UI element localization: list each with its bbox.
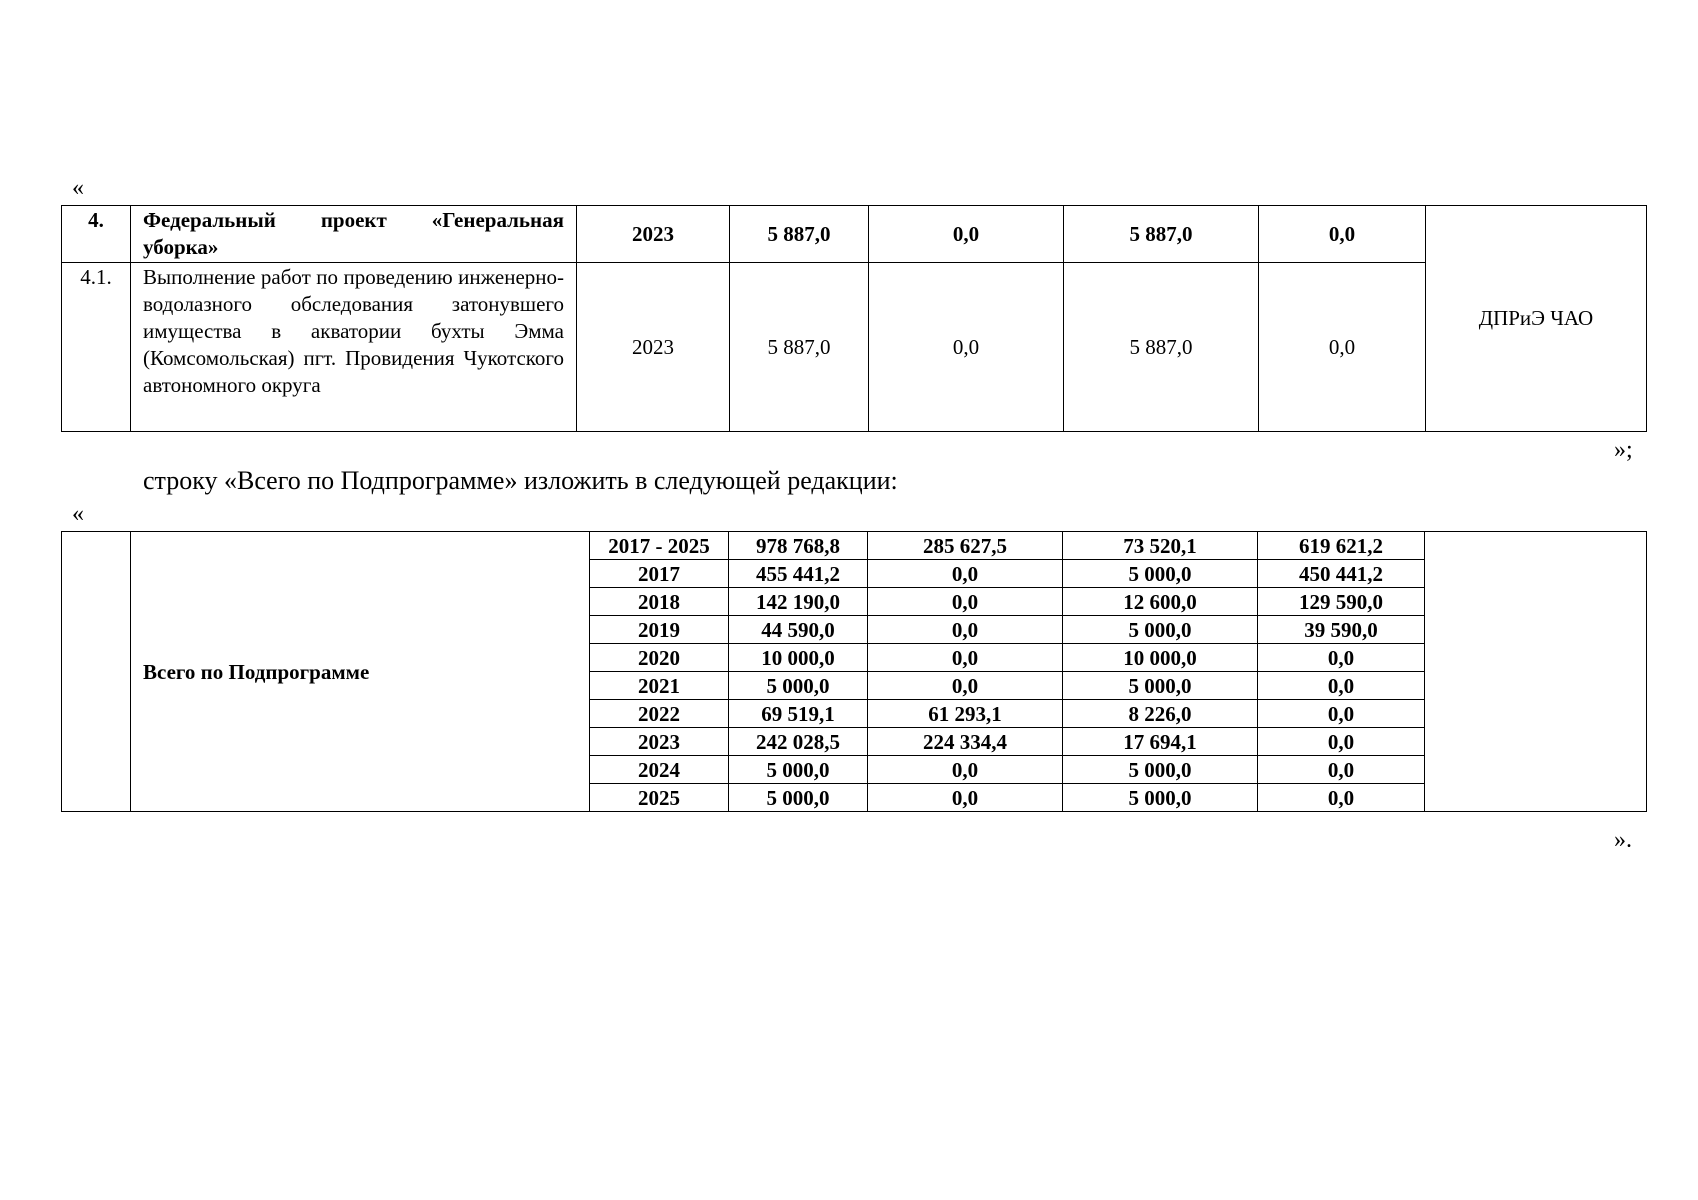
other-sources-cell: 0,0 [1258, 644, 1425, 672]
federal-budget-cell: 0,0 [868, 756, 1063, 784]
row-number: 4.1. [62, 263, 131, 432]
federal-budget-cell: 0,0 [868, 560, 1063, 588]
total-cell: 5 000,0 [729, 756, 868, 784]
okrug-budget-cell: 10 000,0 [1063, 644, 1258, 672]
other-sources-cell: 0,0 [1259, 206, 1426, 263]
federal-budget-cell: 224 334,4 [868, 728, 1063, 756]
subprogram-total-label: Всего по Подпрограмме [131, 532, 590, 812]
total-cell: 5 887,0 [730, 206, 869, 263]
federal-budget-cell: 0,0 [869, 263, 1064, 432]
federal-budget-cell: 61 293,1 [868, 700, 1063, 728]
okrug-budget-cell: 12 600,0 [1063, 588, 1258, 616]
total-cell: 5 000,0 [729, 784, 868, 812]
okrug-budget-cell: 5 000,0 [1063, 616, 1258, 644]
okrug-budget-cell: 5 000,0 [1063, 672, 1258, 700]
year-cell: 2017 - 2025 [590, 532, 729, 560]
year-cell: 2023 [590, 728, 729, 756]
other-sources-cell: 0,0 [1258, 700, 1425, 728]
year-cell: 2024 [590, 756, 729, 784]
other-sources-cell: 129 590,0 [1258, 588, 1425, 616]
other-sources-cell: 0,0 [1258, 784, 1425, 812]
open-quote-mark: « [72, 175, 84, 201]
subprogram-total-table [61, 531, 1647, 812]
other-sources-cell: 39 590,0 [1258, 616, 1425, 644]
measure-row [62, 263, 1647, 432]
okrug-budget-cell: 5 000,0 [1063, 784, 1258, 812]
total-cell: 142 190,0 [729, 588, 868, 616]
total-cell: 455 441,2 [729, 560, 868, 588]
okrug-budget-cell: 5 000,0 [1063, 560, 1258, 588]
measure-description: Выполнение работ по проведению инженерно-водолазного обследования затонувшего имущества в акватории бухты Эмма (Комсомольская) пгт. Провидения Чукотского автономного округа [131, 263, 577, 432]
federal-budget-cell: 0,0 [868, 588, 1063, 616]
year-cell: 2023 [577, 206, 730, 263]
year-cell: 2023 [577, 263, 730, 432]
row-number-empty [62, 532, 131, 812]
total-cell: 44 590,0 [729, 616, 868, 644]
federal-budget-cell: 0,0 [868, 672, 1063, 700]
open-quote-mark: « [72, 501, 84, 527]
project-table [61, 205, 1647, 432]
year-cell: 2017 [590, 560, 729, 588]
okrug-budget-cell: 73 520,1 [1063, 532, 1258, 560]
year-cell: 2020 [590, 644, 729, 672]
okrug-budget-cell: 17 694,1 [1063, 728, 1258, 756]
other-sources-cell: 619 621,2 [1258, 532, 1425, 560]
other-sources-cell: 0,0 [1258, 672, 1425, 700]
year-cell: 2021 [590, 672, 729, 700]
federal-budget-cell: 0,0 [868, 784, 1063, 812]
okrug-budget-cell: 8 226,0 [1063, 700, 1258, 728]
total-cell: 69 519,1 [729, 700, 868, 728]
other-sources-cell: 0,0 [1258, 756, 1425, 784]
other-sources-cell: 0,0 [1259, 263, 1426, 432]
year-cell: 2022 [590, 700, 729, 728]
other-sources-cell: 450 441,2 [1258, 560, 1425, 588]
federal-budget-cell: 0,0 [868, 616, 1063, 644]
federal-budget-cell: 0,0 [869, 206, 1064, 263]
project-row [62, 206, 1647, 263]
executor-cell-empty [1425, 532, 1647, 812]
total-cell: 978 768,8 [729, 532, 868, 560]
okrug-budget-cell: 5 000,0 [1063, 756, 1258, 784]
total-cell: 5 887,0 [730, 263, 869, 432]
year-cell: 2018 [590, 588, 729, 616]
federal-budget-cell: 285 627,5 [868, 532, 1063, 560]
total-cell: 5 000,0 [729, 672, 868, 700]
total-cell: 10 000,0 [729, 644, 868, 672]
table-row [62, 532, 1647, 560]
row-number: 4. [62, 206, 131, 263]
year-cell: 2019 [590, 616, 729, 644]
project-name: Федеральный проект «Генеральная уборка» [131, 206, 577, 263]
close-quote-mark: ». [1614, 827, 1632, 853]
other-sources-cell: 0,0 [1258, 728, 1425, 756]
okrug-budget-cell: 5 887,0 [1064, 206, 1259, 263]
instruction-paragraph: строку «Всего по Подпрограмме» изложить в следующей редакции: [143, 466, 898, 495]
executor-cell: ДПРиЭ ЧАО [1426, 206, 1647, 432]
year-cell: 2025 [590, 784, 729, 812]
total-cell: 242 028,5 [729, 728, 868, 756]
federal-budget-cell: 0,0 [868, 644, 1063, 672]
okrug-budget-cell: 5 887,0 [1064, 263, 1259, 432]
close-quote-mark: »; [1614, 437, 1633, 463]
